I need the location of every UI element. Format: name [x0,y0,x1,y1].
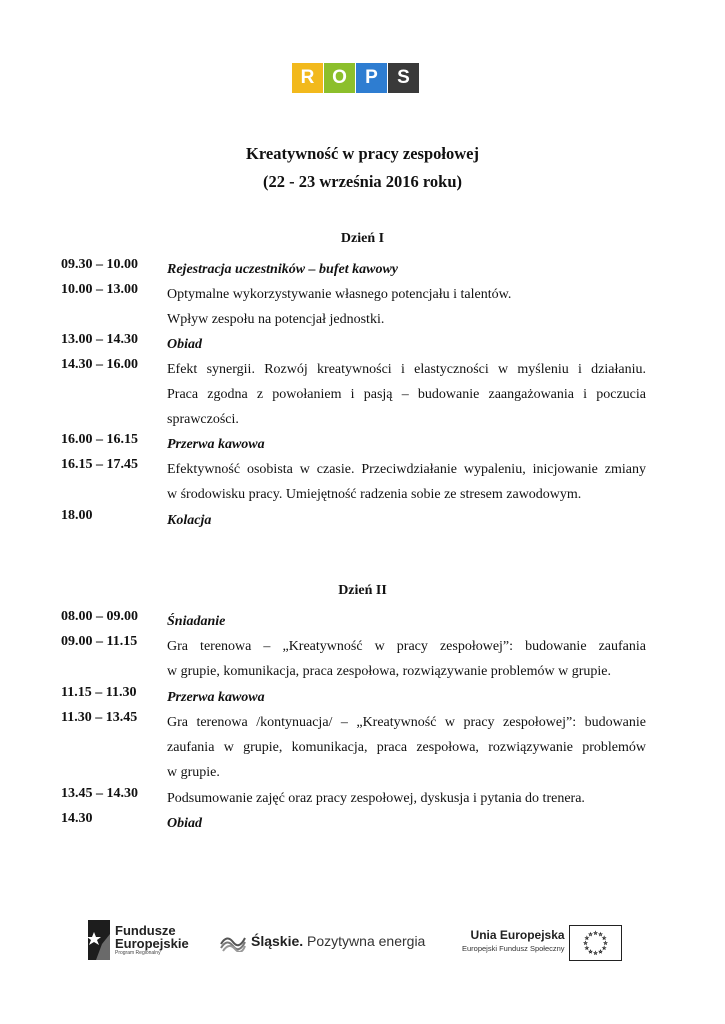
day-2-heading: Dzień II [338,583,387,598]
schedule-description [167,457,646,507]
schedule-time: 14.30 – 16.00 [61,357,138,372]
schedule-line: Obiad [167,816,202,831]
schedule-time: 11.15 – 11.30 [61,685,137,700]
slaskie-logo [220,930,425,952]
slaskie-bold: Śląskie. [251,933,304,949]
fe-line-3: Program Regionalny [115,950,161,956]
schedule-line: Kolacja [167,513,212,528]
day-1-heading: Dzień I [340,231,385,246]
logo-letter-o: O [324,63,355,93]
schedule-event [167,609,646,634]
schedule-description [167,357,646,432]
schedule-line: Wpływ zespołu na potencjał jednostki. [167,312,385,327]
schedule-description [167,786,646,811]
eu-star-icon [585,946,588,949]
fundusze-europejskie-logo [88,920,189,960]
eu-star-icon [603,946,606,949]
schedule-time: 10.00 – 13.00 [61,282,138,297]
eu-star-icon [589,933,592,936]
schedule-time: 13.00 – 14.30 [61,332,138,347]
schedule-time: 13.45 – 14.30 [61,786,138,801]
slaskie-wave-icon [220,930,246,952]
schedule-line: Podsumowanie zajęć oraz pracy zespołowej, dyskusja i pytania do trenera. [167,791,585,806]
schedule-description [167,634,646,684]
schedule-event [167,332,646,357]
eu-star-icon [603,936,606,939]
footer-logos [80,908,628,976]
fe-line-2: Europejskie [115,936,189,951]
ue-line-1: Unia Europejska [470,928,565,942]
schedule-line: zaufania w grupie, komunikacja, praca zespołowa, rozwiązywanie problemów [167,740,646,755]
schedule-event [167,508,646,533]
schedule-line: Gra terenowa /kontynuacja/ – „Kreatywność w pracy zespołowej”: budowanie [167,715,646,730]
schedule-line: Przerwa kawowa [167,690,265,705]
eu-star-icon [594,931,597,934]
schedule-line: w grupie. [167,765,220,780]
schedule-line: Śniadanie [167,614,226,629]
schedule-time: 09.00 – 11.15 [61,634,138,649]
schedule-time: 16.15 – 17.45 [61,457,138,472]
eu-star-icon [599,950,602,953]
schedule-event [167,811,646,836]
logo-letter-s: S [388,63,419,93]
schedule-line: Efekt synergii. Rozwój kreatywności i elastyczności w myśleniu i działaniu. [167,362,646,377]
eu-star-icon [599,933,602,936]
schedule-line: Przerwa kawowa [167,437,265,452]
unia-europejska-label [462,928,565,953]
schedule-time: 11.30 – 13.45 [61,710,138,725]
schedule-event [167,257,646,282]
schedule-description [167,282,646,332]
schedule-time: 16.00 – 16.15 [61,432,138,447]
schedule-event [167,432,646,457]
schedule-line: sprawczości. [167,412,239,427]
eu-star-icon [589,950,592,953]
fundusze-europejskie-star-icon [88,920,110,960]
schedule-line: Rejestracja uczestników – bufet kawowy [167,262,398,277]
schedule-time: 18.00 [61,508,93,523]
schedule-line: Praca zgodna z powołaniem i pasją – budowanie zaangażowania i poczucia [167,387,646,402]
slaskie-tagline: Pozytywna energia [303,933,426,949]
schedule-description [167,710,646,785]
eu-flag-icon [569,925,622,961]
ue-line-2: Europejski Fundusz Społeczny [462,944,565,953]
schedule-line: w grupie, komunikacja, praca zespołowa, rozwiązywanie problemów w grupie. [167,664,611,679]
eu-star-icon [584,941,587,944]
logo-letter-p: P [356,63,387,93]
eu-star-icon [585,936,588,939]
schedule-line: Efektywność osobista w czasie. Przeciwdziałanie wypaleniu, inicjowanie zmiany [167,462,646,477]
eu-star-icon [604,941,607,944]
fe-line-1: Fundusze [115,923,176,938]
document-title: Kreatywność w pracy zespołowej [246,144,479,163]
schedule-line: Obiad [167,337,202,352]
schedule-line: Optymalne wykorzystywanie własnego potencjału i talentów. [167,287,512,302]
logo-letter-r: R [292,63,323,93]
schedule-line: Gra terenowa – „Kreatywność w pracy zespołowej”: budowanie zaufania [167,639,646,654]
schedule-time: 09.30 – 10.00 [61,257,138,272]
schedule-time: 08.00 – 09.00 [61,609,138,624]
rops-logo [292,63,420,93]
document-date: (22 - 23 września 2016 roku) [262,172,463,191]
eu-star-icon [594,951,597,954]
schedule-event [167,685,646,710]
schedule-time: 14.30 [61,811,93,826]
schedule-line: w środowisku pracy. Umiejętność radzenia sobie ze stresem zawodowym. [167,487,582,502]
